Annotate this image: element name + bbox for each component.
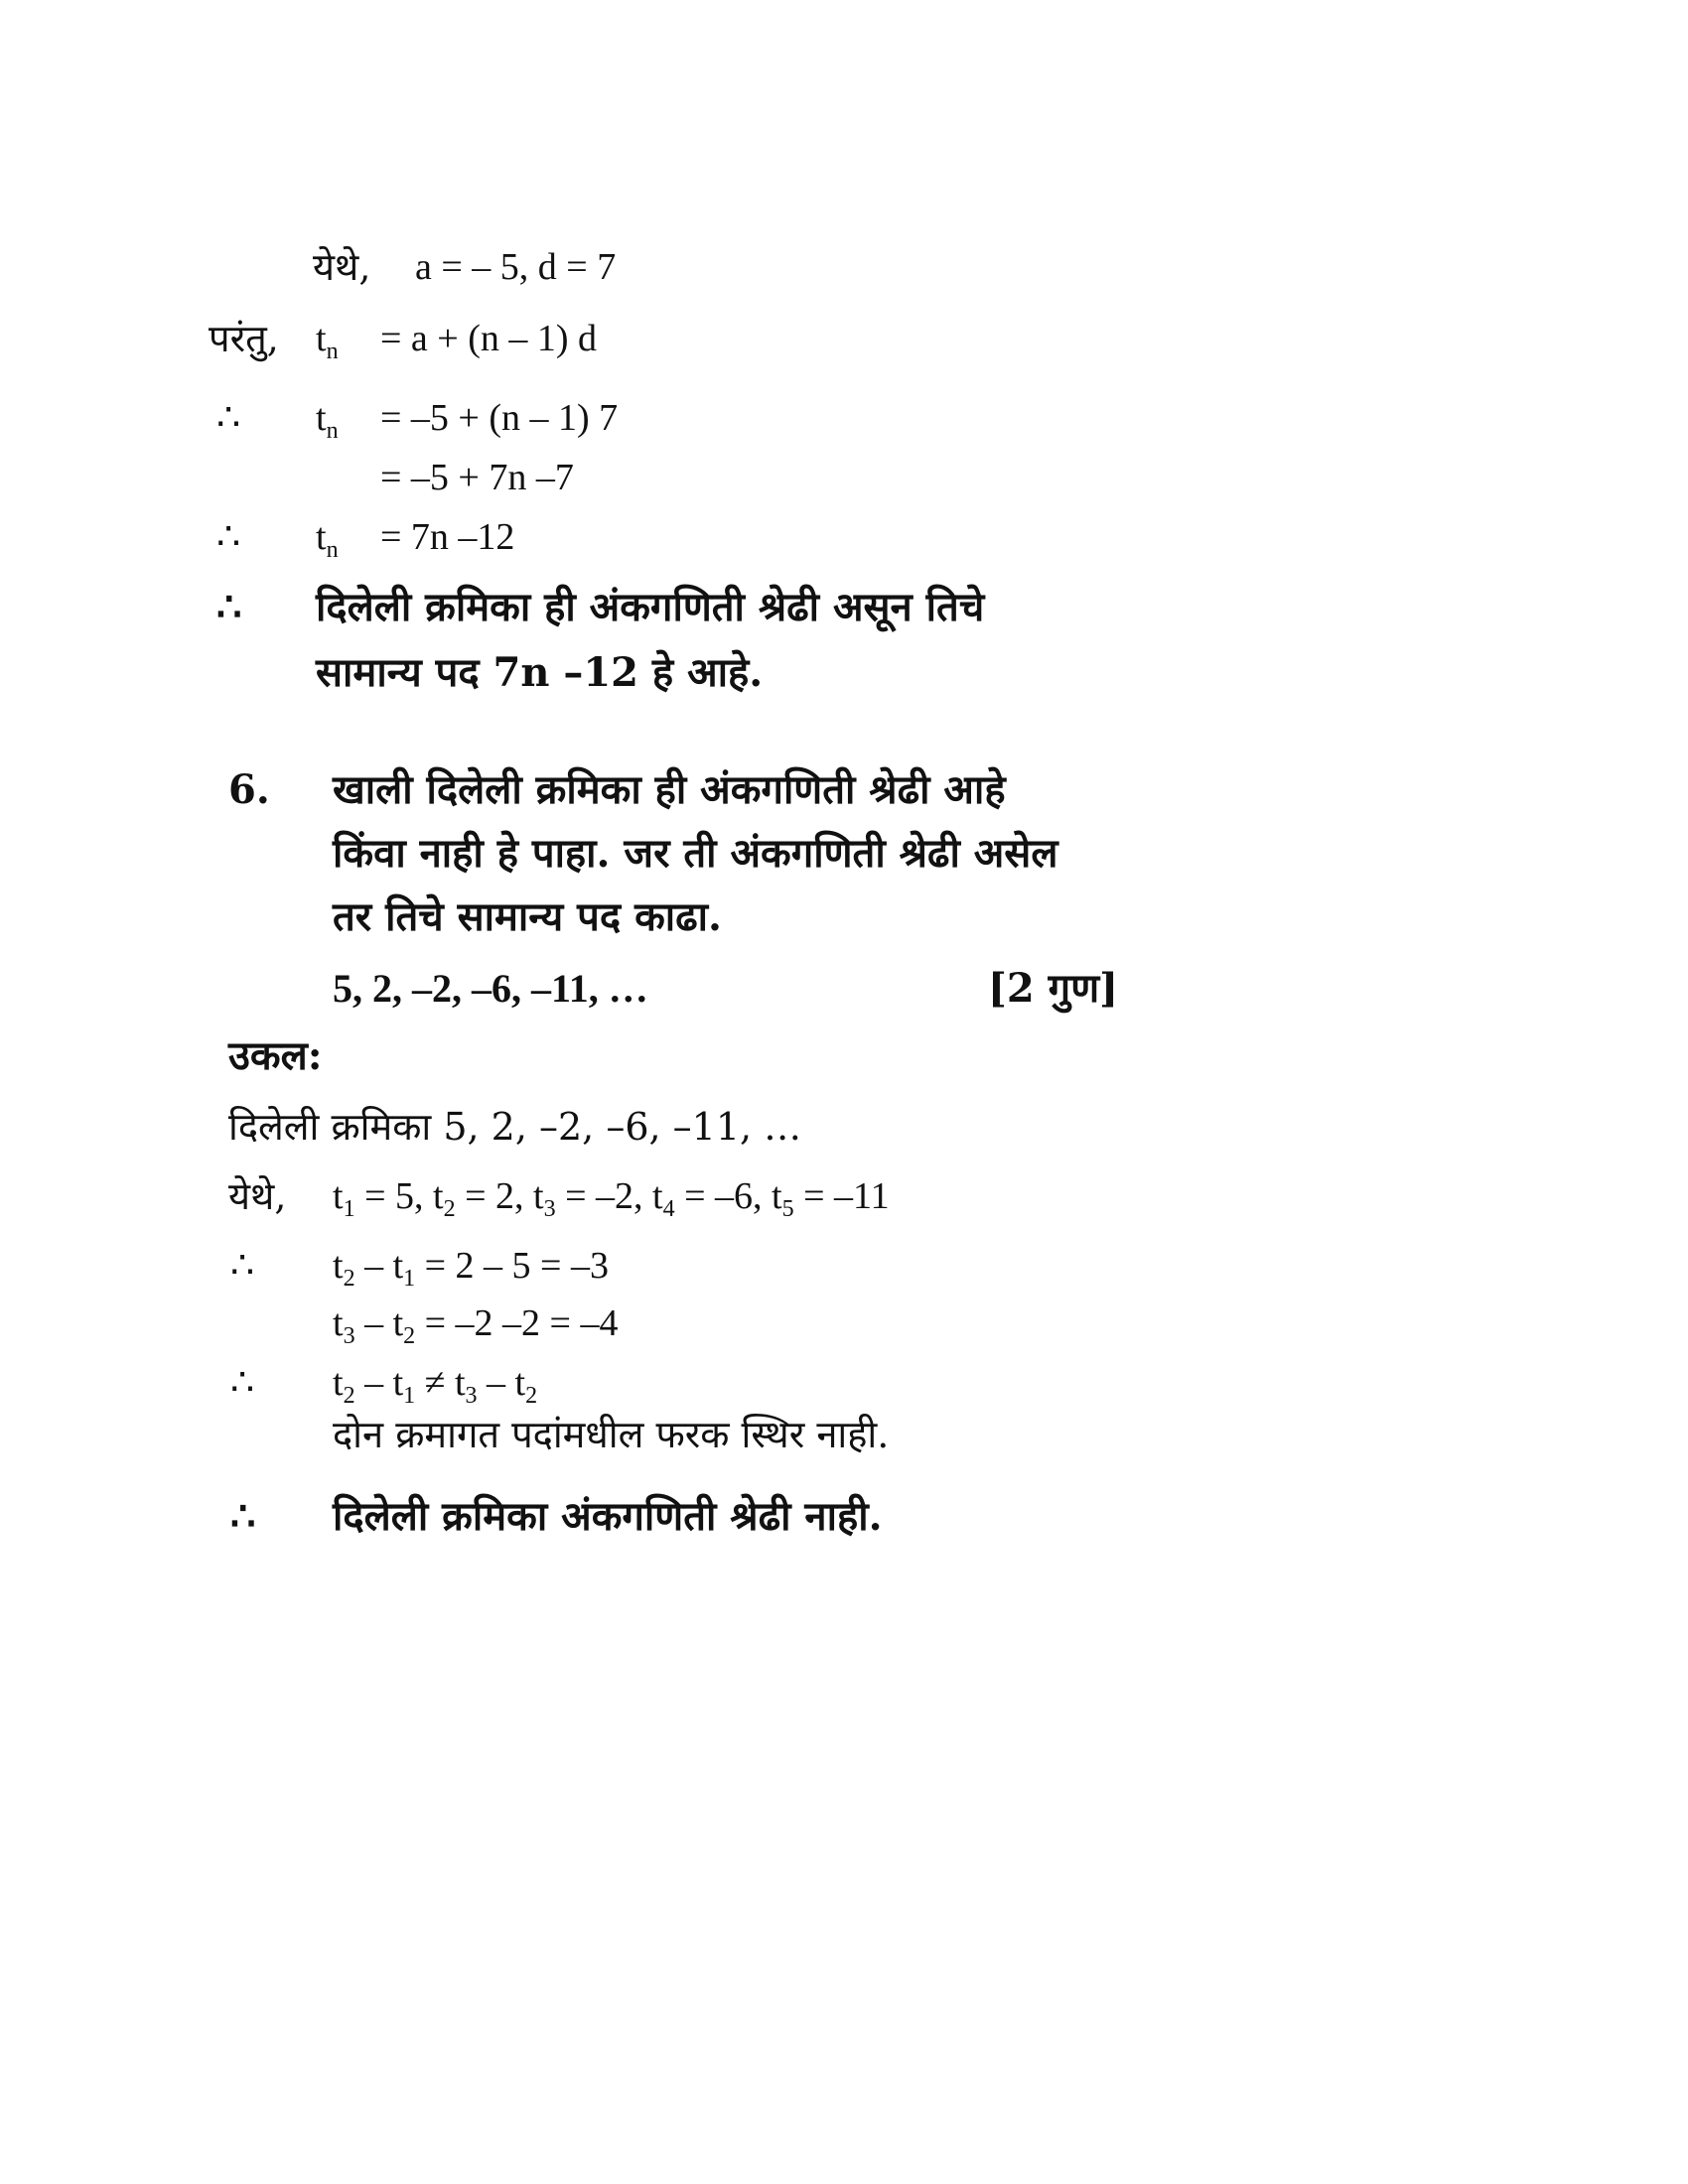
yethe-label: येथे, [228,1174,287,1218]
difference-1: $t_2 - t_1 = 2 - 5 = -3$ [333,1245,609,1292]
therefore-symbol: ∴ [230,1362,255,1404]
question-line-2: किंवा नाही हे पाहा. जर ती अंकगणिती श्रेढी असेल [333,830,1058,877]
terms-list: $t_1 = 5$, $t_2 = 2$, $t_3 = -2$, $t_4 = -6$, $t_5 = -11$ [333,1175,890,1222]
final-conclusion: दिलेली क्रमिका अंकगणिती श्रेढी नाही. [333,1493,883,1540]
therefore-symbol: ∴ [216,584,242,630]
general-term-formula: = a + (n – 1) d [380,318,598,359]
question-number: 6. [228,766,270,813]
given-sequence: दिलेली क्रमिका 5, 2, –2, –6, –11, … [228,1105,802,1149]
a-d-values: a = – 5, d = 7 [415,246,617,288]
conclusion-line-2: सामान्य पद 7n –12 हे आहे. [316,649,764,696]
therefore-symbol: ∴ [216,516,241,558]
question-sequence: 5, 2, –2, –6, –11, … [333,966,648,1011]
substitution-line: = –5 + (n – 1) 7 [380,397,619,439]
expansion-line: = –5 + 7n –7 [380,457,574,498]
therefore-symbol: ∴ [230,1245,255,1287]
conclusion-line-1: दिलेली क्रमिका ही अंकगणिती श्रेढी असून तिचे [316,584,985,630]
therefore-symbol: ∴ [216,397,241,439]
question-line-3: तर तिचे सामान्य पद काढा. [333,893,722,940]
parantu-label: परंतु, [209,317,279,360]
yethe-label: येथे, [313,245,371,289]
tn-symbol: $t_n$ [316,397,339,444]
question-line-1: खाली दिलेली क्रमिका ही अंकगणिती श्रेढी आहे [333,766,1006,813]
solution-heading: उकल: [228,1032,323,1079]
marks-badge: [2 गुण] [988,965,1119,1012]
tn-symbol: $t_n$ [316,318,339,364]
not-equal-line: $t_2 - t_1 \ne t_3 - t_2$ [333,1362,538,1409]
result-line: = 7n –12 [380,516,515,558]
difference-not-constant-text: दोन क्रमागत पदांमधील फरक स्थिर नाही. [333,1413,890,1456]
difference-2: $t_3 - t_2 = -2$ –2 = –4 [333,1302,619,1349]
tn-symbol: $t_n$ [316,516,339,563]
therefore-symbol: ∴ [230,1494,256,1539]
